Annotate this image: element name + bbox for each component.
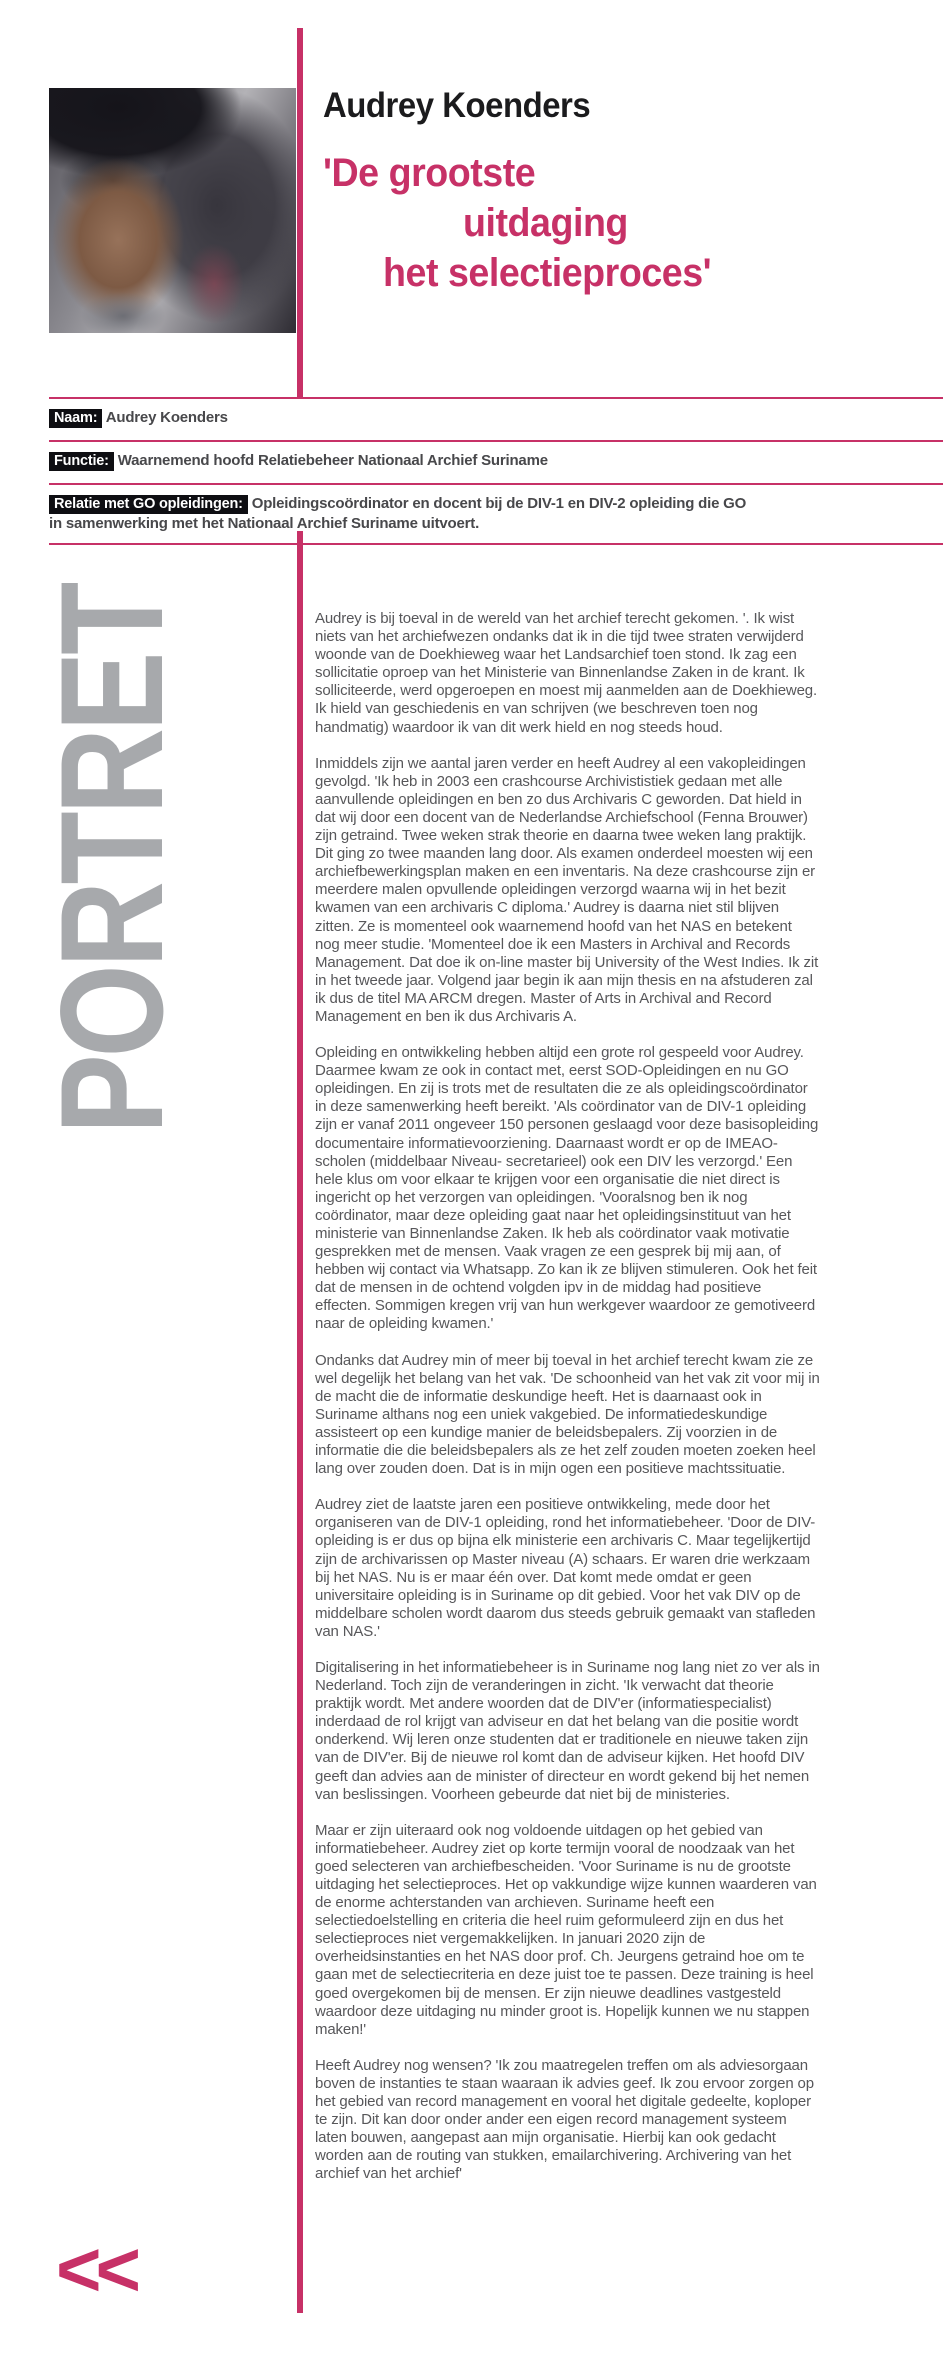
headline-quote-line: het selectieproces' <box>383 251 712 295</box>
article-paragraph: Ondanks dat Audrey min of meer bij toeval in het archief terecht kwam zie ze wel degelijk het belang van het vak. 'De schoonheid van het vak zit voor mij in de macht die de informatie deskundige heeft. Het is daarnaast ook in Suriname althans nog een uniek vakgebied. De informatiedeskundige assisteert op een kundige manier de beleidsbepalers. Zij voorzien in de informatie die die beleidsbepalers als ze het zelf zouden moeten zoeken heel lang over zouden doen. Dat is in mijn ogen een positieve machtssituatie. <box>315 1351 820 1478</box>
meta-value: Opleidingscoördinator en docent bij de DIV-1 en DIV-2 opleiding die GO in samenwerking met het Nationaal Archief Suriname uitvoert. <box>49 495 747 532</box>
article-paragraph: Digitalisering in het informatiebeheer is in Suriname nog lang niet zo ver als in Nederland. Toch zijn de veranderingen in zicht. 'Ik verwacht dat theorie praktijk wordt. Met andere woorden dat de DIV'er (informatiespecialist) inderdaad de rol krijgt van adviseur en dat het belang van die positie wordt onderkend. Wij leren onze studenten dat er traditionele en nieuwe taken zijn van de DIV'er. Bij de nieuwe rol komt dan de adviseur kijken. Het hoofd DIV geeft dan advies aan de minister of directeur en wordt gekend bij het nemen van beslissingen. Voorheen gebeurde dat niet bij de ministeries. <box>315 1658 820 1803</box>
article-paragraph: Heeft Audrey nog wensen? 'Ik zou maatregelen treffen om als adviesorgaan boven de instanties te staan waaraan ik advies geef. Ik zou ervoor zorgen op het gebied van record management en vooral het digitale gedeelte, koploper te zijn. Dit kan door onder ander een eigen record management systeem laten bouwen, aangepast aan mijn organisatie. Hierbij kan ook gedacht worden aan de routing van stukken, emailarchivering. Archivering van het archief van het archief' <box>315 2056 814 2183</box>
headline-quote-line: uitdaging <box>463 201 628 245</box>
meta-row <box>49 483 943 545</box>
article-paragraph: Inmiddels zijn we aantal jaren verder en heeft Audrey al een vakopleidingen gevolgd. 'Ik heb in 2003 een crashcourse Archivististiek gedaan met alle aanvullende opleidingen en ben zo dus Archivaris C geworden. Dat hield in dat wij door een docent van de Nederlandse Archiefschool (Fenna Brouwer) zijn getraind. Twee weken strak theorie en daarna twee weken lang praktijk. Dit ging zo twee maanden lang door. Als examen onderdeel moesten wij een archiefbewerkingsplan maken en een inventaris. Na deze crashcourse zijn er meerdere malen opvullende opleidingen verzorgd waarna wij in het bezit kwamen van een archivaris C diploma.' Audrey is daarna niet stil blijven zitten. Ze is momenteel ook waarnemend hoofd van het NAS en betekent nog meer studie. 'Momenteel doe ik een Masters in Archival and Records Management. Dat doe ik on-line master bij University of the West Indies. Ik zit in het tweede jaar. Volgend jaar begin ik aan mijn thesis en na afstuderen zal ik dus de titel MA ARCM dregen. Master of Arts in Archival and Record Management en ben ik dus Archivaris A. <box>315 754 819 1025</box>
meta-row <box>49 397 943 440</box>
accent-bar-top <box>297 28 303 399</box>
accent-bar-main <box>297 531 303 2313</box>
back-nav-chevrons[interactable]: << <box>56 2225 136 2313</box>
article-paragraph: Opleiding en ontwikkeling hebben altijd een grote rol gespeeld voor Audrey. Daarmee kwam ze ook in contact met, eerst SOD-Opleidingen en nu GO opleidingen. En zij is trots met de resultaten die ze als opleidingscoördinator in deze samenwerking heeft bereikt. 'Als coördinator van de DIV-1 opleiding zijn er vanaf 2011 ongeveer 150 personen geslaagd voor deze basisopleiding documentaire informatievoorziening. Daarnaast wordt er op de IMEAO-scholen (middelbaar Niveau- secretarieel) ook een DIV les verzorgd.' Een hele klus om voor elkaar te krijgen voor een organisatie die niet direct is ingericht op het verzorgen van opleidingen. 'Vooralsnog ben ik nog coördinator, maar deze opleiding gaat naar het opleidingsinstituut van het ministerie van Binnenlandse Zaken. Ik heb als coördinator vaak motivatie gesprekken met de mensen. Vaak vragen ze een gesprek bij mij aan, of hebben wij contact via Whatsapp. Zo kan ik ze blijven stimuleren. Ook het feit dat de mensen in de ochtend volgden ipv in de middag had positieve effecten. Sommigen kregen vrij van hun werkgever waardoor ze gemotiveerd naar de opleiding kwamen.' <box>315 1044 819 1333</box>
article-paragraph: Maar er zijn uiteraard ook nog voldoende uitdagen op het gebied van informatiebeheer. Audrey ziet op korte termijn vooral de noodzaak van het goed selecteren van archiefbescheiden. 'Voor Suriname is nu de grootste uitdaging het selectieproces. Het op vakkundige wijze kunnen waarderen van de enorme achterstanden van archieven. Suriname heeft een selectiedoelstelling en criteria die heel ruim geformuleerd zijn en dus het selectieproces niet vergemakkelijken. In januari 2020 zijn de overheidsinstanties en het NAS door prof. Ch. Jeurgens getraind hoe om te gaan met de selectiecriteria en deze juist toe te passen. Deze training is heel goed overgekomen bij de mensen. Er zijn nieuwe deadlines vastgesteld waardoor deze uitdaging nu minder groot is. Hopelijk kunnen we nu stappen maken!' <box>315 1821 817 2038</box>
article-paragraph: Audrey ziet de laatste jaren een positieve ontwikkeling, mede door het organiseren van de DIV-1 opleiding, rond het informatiebeheer. 'Door de DIV-opleiding is er dus op bijna elk ministerie een archivaris C. Maar tegelijkertijd zijn de archivarissen op Master niveau (A) schaars. Er waren drie werkzaam bij het NAS. Nu is er maar één over. Dat komt mede omdat er geen universitaire opleiding is in Suriname op dit gebied. Voor het vak DIV op de middelbare scholen wordt daarom dus steeds gebruik gemaakt van stafleden van NAS.' <box>315 1496 816 1640</box>
page-title: Audrey Koenders <box>323 86 591 125</box>
headline-quote <box>323 148 923 298</box>
portrait-photo <box>49 88 296 333</box>
section-label-portret: PORTRET <box>30 584 193 1134</box>
meta-label-chip: Naam: <box>49 409 102 428</box>
meta-row <box>49 440 943 483</box>
article-body <box>315 610 820 2202</box>
article-paragraph: Audrey is bij toeval in de wereld van het archief terecht gekomen. '. Ik wist niets van het archiefwezen ondanks dat ik in die tijd twee straten verwijderd woonde van de Doekhieweg waar het Landsarchief toen stond. Ik zag een sollicitatie oproep van het Ministerie van Binnenlandse Zaken in de krant. Ik solliciteerde, werd opgeroepen en moest mij aanmelden aan de Doekhieweg. Ik hield van geschiedenis en van schrijven (we beschreven toen nog handmatig) waardoor ik van dit werk hield en nog steeds houd. <box>315 610 818 736</box>
headline-quote-line: 'De grootste <box>323 151 536 195</box>
meta-label-chip: Functie: <box>49 452 114 471</box>
meta-label-chip: Relatie met GO opleidingen: <box>49 495 248 514</box>
meta-value: Audrey Koenders <box>102 409 228 426</box>
meta-section <box>49 397 943 545</box>
meta-value: Waarnemend hoofd Relatiebeheer Nationaal Archief Suriname <box>113 452 548 469</box>
